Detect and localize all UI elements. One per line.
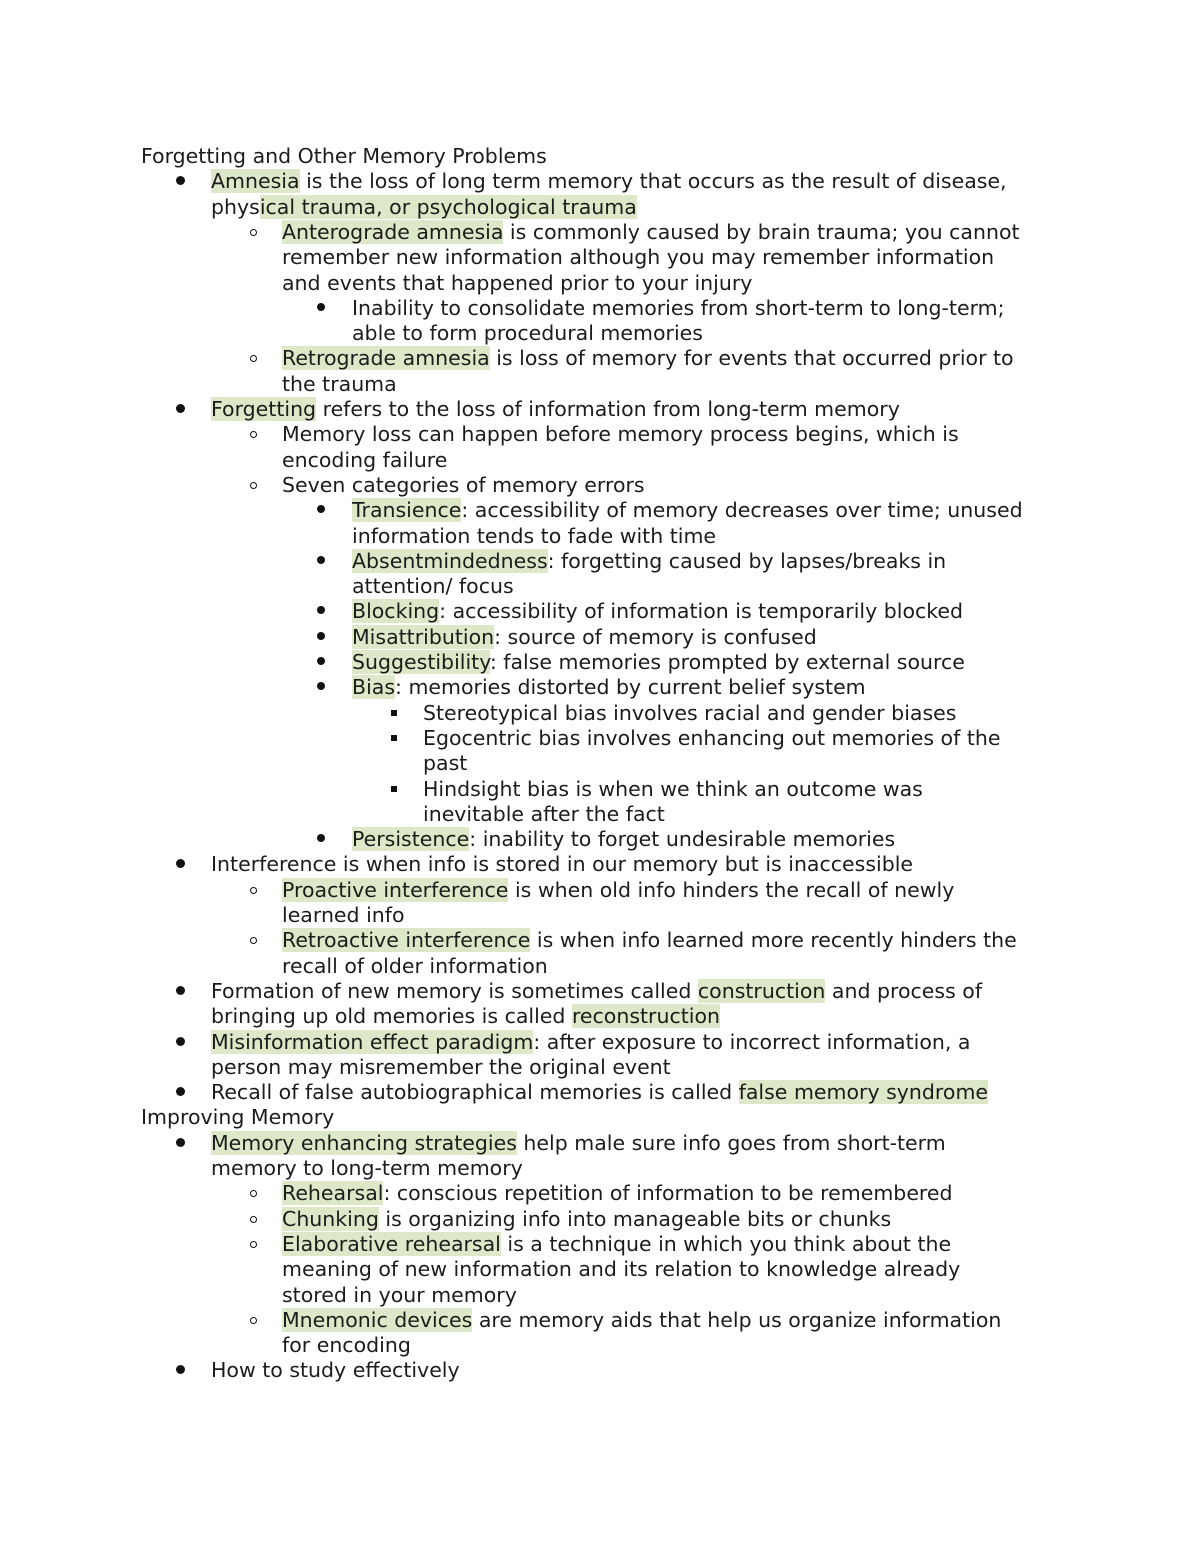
highlighted-term: Rehearsal xyxy=(282,1181,384,1206)
text-run: inevitable after the fact xyxy=(423,801,665,826)
highlighted-term: false memory syndrome xyxy=(738,1080,989,1105)
highlighted-term: Misattribution xyxy=(352,624,495,649)
list-item-line xyxy=(352,498,1023,523)
text-run: : forgetting caused by lapses/breaks in xyxy=(547,548,947,573)
text-run: memory to long-term memory xyxy=(211,1156,523,1180)
text-run: Hindsight bias is when we think an outcome was xyxy=(423,776,923,801)
text-run: Inability to consolidate memories from short-term to long-term; xyxy=(352,295,1005,320)
bullet-icon xyxy=(317,834,325,842)
list-item-line xyxy=(282,1232,951,1257)
text-run: refers to the loss of information from long-term memory xyxy=(316,397,900,421)
list-item-line xyxy=(282,448,447,473)
text-run: : source of memory is confused xyxy=(494,624,817,649)
list-item-line xyxy=(211,1080,988,1105)
bullet-icon xyxy=(317,632,325,640)
hollow-bullet-icon xyxy=(250,1241,257,1248)
list-item-line xyxy=(352,599,963,624)
highlighted-term: Elaborative rehearsal xyxy=(282,1231,501,1256)
text-run: : false memories prompted by external source xyxy=(489,650,965,674)
bullet-icon xyxy=(176,986,185,995)
text-run: Formation of new memory is sometimes called xyxy=(211,978,698,1003)
section-heading: Improving Memory xyxy=(141,1105,335,1130)
highlighted-term: Retroactive interference xyxy=(282,928,531,953)
bullet-icon xyxy=(176,404,185,413)
list-item-line xyxy=(282,954,548,979)
text-run: Recall of false autobiographical memories is called xyxy=(211,1080,739,1105)
highlighted-term: Transience xyxy=(352,498,462,523)
text-run: is organizing info into manageable bits or chunks xyxy=(378,1206,892,1231)
text-run: Stereotypical bias involves racial and gender biases xyxy=(423,700,957,725)
list-item-line xyxy=(211,1156,523,1181)
list-item-line xyxy=(211,852,913,877)
text-run: : accessibility of information is temporarily blocked xyxy=(439,599,964,624)
hollow-bullet-icon xyxy=(250,355,257,362)
list-item-line xyxy=(282,928,1017,953)
list-item-line xyxy=(211,195,637,220)
list-item-line xyxy=(352,549,946,574)
list-item-line xyxy=(282,1181,953,1206)
text-run: Seven categories of memory errors xyxy=(282,472,645,497)
text-run: help male sure info goes from short-term xyxy=(516,1130,946,1155)
bullet-icon xyxy=(176,1087,185,1096)
hollow-bullet-icon xyxy=(250,482,257,489)
text-run: is commonly caused by brain trauma; you cannot xyxy=(503,219,1020,244)
list-item-line xyxy=(211,1055,671,1080)
text-run: : after exposure to incorrect information, a xyxy=(533,1029,971,1054)
list-item-line xyxy=(282,220,1020,245)
highlighted-term: Anterograde amnesia xyxy=(282,219,504,244)
list-item-line xyxy=(282,878,954,903)
highlighted-term: Mnemonic devices xyxy=(282,1307,473,1332)
hollow-bullet-icon xyxy=(250,1190,257,1197)
hollow-bullet-icon xyxy=(250,431,257,438)
bullet-icon xyxy=(317,303,325,311)
text-run: for encoding xyxy=(282,1333,411,1358)
highlighted-term: Chunking xyxy=(282,1206,379,1231)
list-item-line xyxy=(282,245,994,270)
list-item-line xyxy=(423,751,467,776)
highlighted-term: reconstruction xyxy=(571,1004,721,1029)
text-run: stored in your memory xyxy=(282,1282,517,1307)
text-run: is when old info hinders the recall of newly xyxy=(508,877,955,902)
bullet-icon xyxy=(317,505,325,513)
hollow-bullet-icon xyxy=(250,229,257,236)
list-item-line xyxy=(352,296,1005,321)
text-run: past xyxy=(423,751,468,776)
square-bullet-icon xyxy=(391,710,397,716)
highlighted-term: Absentmindedness xyxy=(352,548,548,573)
list-item-line xyxy=(282,1257,960,1282)
list-item-line xyxy=(282,1333,411,1358)
text-run: the trauma xyxy=(282,371,397,396)
bullet-icon xyxy=(176,1365,185,1374)
highlighted-term: Bias xyxy=(352,675,396,700)
list-item-line xyxy=(352,827,895,852)
text-run: : accessibility of memory decreases over time; unused xyxy=(461,498,1023,523)
list-item-line xyxy=(352,625,817,650)
text-run: remember new information although you may remember information xyxy=(282,245,995,270)
list-item-line xyxy=(423,802,665,827)
text-run: : memories distorted by current belief system xyxy=(395,675,866,700)
text-run: How to study effectively xyxy=(211,1358,460,1383)
list-item-line xyxy=(211,1131,946,1156)
text-run: phys xyxy=(211,194,260,219)
highlighted-term: Retrograde amnesia xyxy=(282,346,490,371)
text-run: are memory aids that help us organize information xyxy=(472,1307,1002,1332)
list-item-line xyxy=(211,1358,460,1383)
text-run: is loss of memory for events that occurred prior to xyxy=(489,346,1014,371)
hollow-bullet-icon xyxy=(250,1317,257,1324)
list-item-line xyxy=(423,701,956,726)
bullet-icon xyxy=(317,657,325,665)
highlighted-term: Forgetting xyxy=(211,397,317,421)
highlighted-term: construction xyxy=(697,978,826,1003)
text-run: attention/ focus xyxy=(352,574,514,599)
text-run: recall of older information xyxy=(282,953,548,978)
list-item-line xyxy=(211,979,982,1004)
section-heading: Forgetting and Other Memory Problems xyxy=(141,144,547,168)
list-item-line xyxy=(282,372,397,397)
bullet-icon xyxy=(317,606,325,614)
text-run: Egocentric bias involves enhancing out memories of the xyxy=(423,725,1001,750)
list-item-line xyxy=(423,726,1000,751)
bullet-icon xyxy=(176,859,185,868)
list-item-line xyxy=(282,1308,1001,1333)
list-item-line xyxy=(352,321,703,346)
text-run: meaning of new information and its relation to knowledge already xyxy=(282,1257,961,1282)
bullet-icon xyxy=(317,682,325,690)
text-run: is when info learned more recently hinders the xyxy=(530,928,1017,953)
text-run: bringing up old memories is called xyxy=(211,1004,572,1029)
highlighted-term: Misinformation effect paradigm xyxy=(211,1029,534,1054)
text-run: Interference is when info is stored in our memory but is inaccessible xyxy=(211,852,914,877)
text-run: encoding failure xyxy=(282,447,448,472)
text-run: and process of xyxy=(825,978,983,1003)
text-run: is a technique in which you think about the xyxy=(500,1231,952,1256)
list-item-line xyxy=(282,903,405,928)
list-item-line xyxy=(282,473,645,498)
text-run: able to form procedural memories xyxy=(352,321,703,346)
highlighted-term: Persistence xyxy=(352,827,470,852)
text-run: Memory loss can happen before memory process begins, which is xyxy=(282,422,959,447)
list-item-line xyxy=(211,169,1007,194)
list-item-line xyxy=(282,271,752,296)
highlighted-term: Proactive interference xyxy=(282,877,509,902)
hollow-bullet-icon xyxy=(250,1216,257,1223)
text-run: : conscious repetition of information to be remembered xyxy=(383,1181,953,1206)
square-bullet-icon xyxy=(391,786,397,792)
list-item-line xyxy=(352,574,514,599)
list-item-line xyxy=(352,650,965,675)
list-item-line xyxy=(282,1207,891,1232)
list-item-line xyxy=(211,1004,720,1029)
bullet-icon xyxy=(176,1138,185,1147)
square-bullet-icon xyxy=(391,735,397,741)
bullet-icon xyxy=(317,556,325,564)
hollow-bullet-icon xyxy=(250,887,257,894)
highlighted-term: ical trauma, or psychological trauma xyxy=(259,194,637,219)
list-item-line xyxy=(423,777,923,802)
text-run: person may misremember the original event xyxy=(211,1054,671,1079)
text-run: : inability to forget undesirable memories xyxy=(469,827,896,852)
text-run: and events that happened prior to your injury xyxy=(282,270,753,295)
bullet-icon xyxy=(176,1037,185,1046)
highlighted-term: Memory enhancing strategies xyxy=(211,1130,517,1155)
bullet-icon xyxy=(176,176,185,185)
highlighted-term: Suggestibility xyxy=(352,650,490,674)
list-item-line xyxy=(211,1030,970,1055)
list-item-line xyxy=(352,675,866,700)
list-item-line xyxy=(282,1283,517,1308)
list-item-line xyxy=(352,524,716,549)
highlighted-term: Amnesia xyxy=(211,169,300,194)
list-item-line xyxy=(282,346,1014,371)
text-run: information tends to fade with time xyxy=(352,523,717,548)
highlighted-term: Blocking xyxy=(352,599,440,624)
list-item-line xyxy=(211,397,900,422)
hollow-bullet-icon xyxy=(250,937,257,944)
text-run: is the loss of long term memory that occurs as the result of disease, xyxy=(299,169,1007,194)
list-item-line xyxy=(282,422,959,447)
text-run: learned info xyxy=(282,903,405,927)
